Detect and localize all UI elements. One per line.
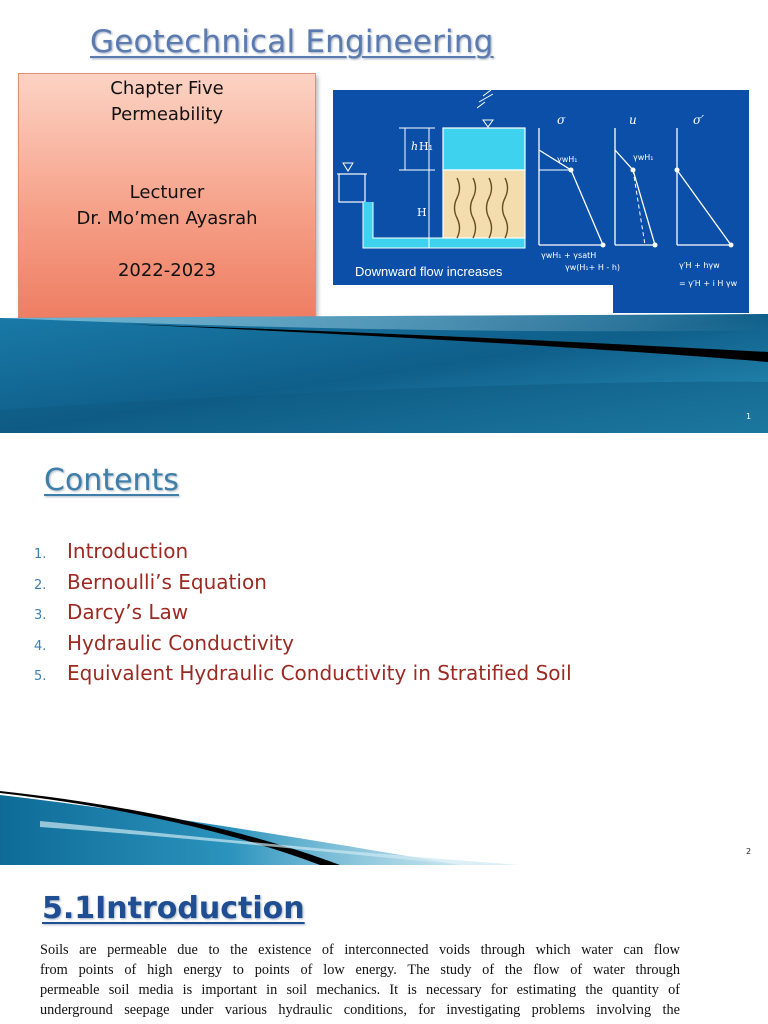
figure-caption: Downward flow increases: [355, 264, 503, 279]
chapter-info-box: [18, 73, 316, 321]
list-item: [34, 570, 572, 601]
contents-title: Contents: [44, 463, 179, 498]
item-text: Equivalent Hydraulic Conductivity in Stratified Soil: [67, 661, 572, 685]
item-number: 2.: [34, 577, 47, 593]
list-item: [34, 661, 572, 692]
eff-stress-label: γ′H + hγw: [679, 261, 720, 270]
lecturer-name: Dr. Mo’men Ayasrah: [76, 208, 258, 229]
list-item: [34, 539, 572, 570]
chapter-topic: Permeability: [110, 104, 224, 125]
intro-paragraph: [40, 940, 680, 1020]
slide-2: [0, 433, 768, 865]
page-title: Geotechnical Engineering: [90, 24, 494, 60]
seepage-figure: [333, 90, 749, 313]
slide-1: [0, 0, 768, 433]
list-item: [34, 600, 572, 631]
item-text: Hydraulic Conductivity: [67, 630, 294, 655]
col-label-sigma-eff: σ′: [693, 113, 704, 127]
eff-stress-label-2: = γ′H + i H γw: [679, 279, 738, 288]
contents-list: [34, 539, 572, 692]
slide-number: 1: [746, 412, 752, 421]
lecturer-label: Lecturer: [129, 182, 205, 203]
dim-label-h: h: [411, 140, 419, 153]
pore-pressure-label: γw(H₁+ H - h): [565, 263, 621, 272]
paragraph-line: from points of high energy to points of low energy. The study of the flow of water through: [40, 962, 680, 978]
item-number: 1.: [34, 547, 47, 562]
sigma-top-label: γwH₁: [557, 155, 578, 164]
col-label-sigma: σ: [557, 113, 566, 127]
slide-number: 2: [746, 847, 752, 856]
item-number: 3.: [34, 608, 47, 623]
sigma-bottom-label: γwH₁ + γsatH: [541, 251, 597, 260]
u-top-label: γwH₁: [633, 153, 654, 162]
paragraph-line: permeable soil media is important in soil mechanics. It is necessary for estimating the quantity of: [40, 982, 680, 998]
list-item: [34, 631, 572, 662]
col-label-u: u: [629, 113, 637, 127]
item-text: Introduction: [67, 539, 189, 563]
item-text: Bernoulli’s Equation: [67, 569, 267, 594]
chapter-label: Chapter Five: [110, 78, 224, 99]
dim-label-h1: H₁: [419, 140, 434, 153]
item-text: Darcy’s Law: [67, 600, 189, 624]
section-title: 5.1Introduction: [42, 891, 305, 926]
academic-year: 2022-2023: [117, 260, 217, 281]
slide-3: [0, 865, 768, 1024]
paragraph-line: underground seepage under various hydraulic conditions, for investigating problems involving the: [40, 1002, 680, 1018]
decorative-band: [0, 300, 768, 433]
paragraph-line: Soils are permeable due to the existence of interconnected voids through which water can flow: [40, 942, 680, 958]
item-number: 4.: [34, 638, 47, 654]
item-number: 5.: [34, 669, 47, 684]
dim-label-H: H: [417, 206, 427, 219]
decorative-wave: [0, 791, 768, 865]
